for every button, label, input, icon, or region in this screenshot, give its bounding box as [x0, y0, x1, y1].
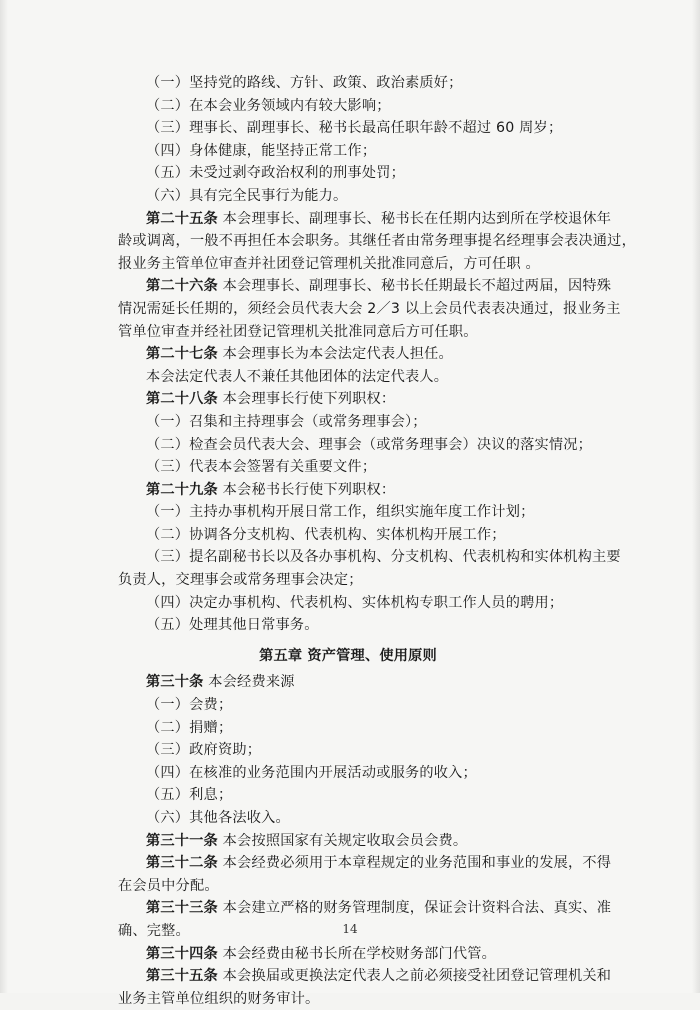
- text-line: （六）具有完全民事行为能力。: [146, 187, 348, 204]
- text-line: （一）会费；: [146, 697, 233, 714]
- article-number: 第二十六条: [146, 278, 218, 295]
- text-line: （二）检查会员代表大会、理事会（或常务理事会）决议的落实情况；: [146, 436, 593, 453]
- text-line: 报业务主管单位审查并社团登记管理机关批准同意后，方可任职 。: [118, 255, 540, 272]
- text-line: 确、完整。: [118, 922, 190, 939]
- article-number: 第三十一条: [146, 832, 218, 849]
- article-34: 第三十四条 本会经费由秘书长所在学校财务部门代管。: [146, 945, 497, 962]
- article-number: 第三十条: [146, 674, 204, 691]
- text-line: （三）提名副秘书长以及各办事机构、分支机构、代表机构和实体机构主要: [146, 549, 621, 566]
- chapter-heading: 第五章 资产管理、使用原则: [259, 647, 437, 664]
- article-28: 第二十八条 本会理事长行使下列职权：: [146, 391, 396, 408]
- text-line: （一）召集和主持理事会（或常务理事会）；: [146, 413, 427, 430]
- article-29: 第二十九条 本会秘书长行使下列职权：: [146, 481, 396, 498]
- text-line: 管单位审查并经社团登记管理机关批准同意后方可任职。: [118, 323, 478, 340]
- article-number: 第二十八条: [146, 391, 218, 408]
- text-line: （三）政府资助；: [146, 742, 262, 759]
- page-edge-right: [692, 0, 700, 993]
- text-line: （三）理事长、副理事长、秘书长最高任职年龄不超过 60 周岁；: [146, 120, 563, 137]
- article-26: 第二十六条 本会理事长、副理事长、秘书长任期最长不超过两届，因特殊: [146, 278, 612, 295]
- text-line: （二）在本会业务领域内有较大影响；: [146, 97, 391, 114]
- text-line: 龄或调离，一般不再担任本会职务。其继任者由常务理事提名经理事会表决通过，: [118, 233, 636, 250]
- text-line: （五）未受过剥夺政治权利的刑事处罚；: [146, 165, 405, 182]
- document-body: [118, 72, 636, 1010]
- text-line: （一）主持办事机构开展日常工作，组织实施年度工作计划；: [146, 504, 535, 521]
- article-32: 第三十二条 本会经费必须用于本章程规定的业务范围和事业的发展，不得: [146, 855, 612, 872]
- text-line: （四）在核准的业务范围内开展活动或服务的收入；: [146, 764, 477, 781]
- text-line: （一）坚持党的路线、方针、政策、政治素质好；: [146, 75, 463, 91]
- page-edge-left: [0, 0, 8, 993]
- text-line: 业务主管单位组织的财务审计。: [118, 990, 320, 1007]
- article-27: 第二十七条 本会理事长为本会法定代表人担任。: [146, 346, 453, 363]
- text-line: （六）其他各法收入。: [146, 810, 290, 826]
- article-number: 第二十九条: [146, 481, 218, 498]
- text-line: （三）代表本会签署有关重要文件；: [146, 459, 377, 476]
- article-number: 第三十四条: [146, 945, 218, 962]
- text-line: （五）利息；: [146, 787, 233, 804]
- text-line: 本会法定代表人不兼任其他团体的法定代表人。: [146, 368, 449, 385]
- article-number: 第二十七条: [146, 346, 218, 363]
- text-line: 在会员中分配。: [118, 877, 219, 894]
- article-number: 第三十五条: [146, 968, 218, 985]
- text-line: （二）捐赠；: [146, 719, 233, 736]
- article-31: 第三十一条 本会按照国家有关规定收取会员会费。: [146, 832, 468, 849]
- text-line: 负责人，交理事会或常务理事会决定；: [118, 572, 363, 589]
- article-25: 第二十五条 本会理事长、副理事长、秘书长在任期内达到所在学校退休年: [146, 210, 612, 227]
- page-number: 14: [342, 922, 358, 936]
- text-line: （五）处理其他日常事务。: [146, 617, 319, 634]
- text-line: 情况需延长任期的，须经会员代表大会 2／3 以上会员代表表决通过，报业务主: [118, 300, 621, 317]
- article-35: 第三十五条 本会换届或更换法定代表人之前必须接受社团登记管理机关和: [146, 968, 612, 985]
- text-line: （四）决定办事机构、代表机构、实体机构专职工作人员的聘用；: [146, 594, 564, 611]
- article-number: 第三十三条: [146, 900, 218, 917]
- text-line: （四）身体健康，能坚持正常工作；: [146, 142, 377, 159]
- article-number: 第三十二条: [146, 855, 218, 872]
- text-line: （二）协调各分支机构、代表机构、实体机构开展工作；: [146, 526, 506, 543]
- article-number: 第二十五条: [146, 210, 218, 227]
- article-33: 第三十三条 本会建立严格的财务管理制度，保证会计资料合法、真实、准: [146, 900, 612, 917]
- article-30: 第三十条 本会经费来源: [146, 674, 295, 691]
